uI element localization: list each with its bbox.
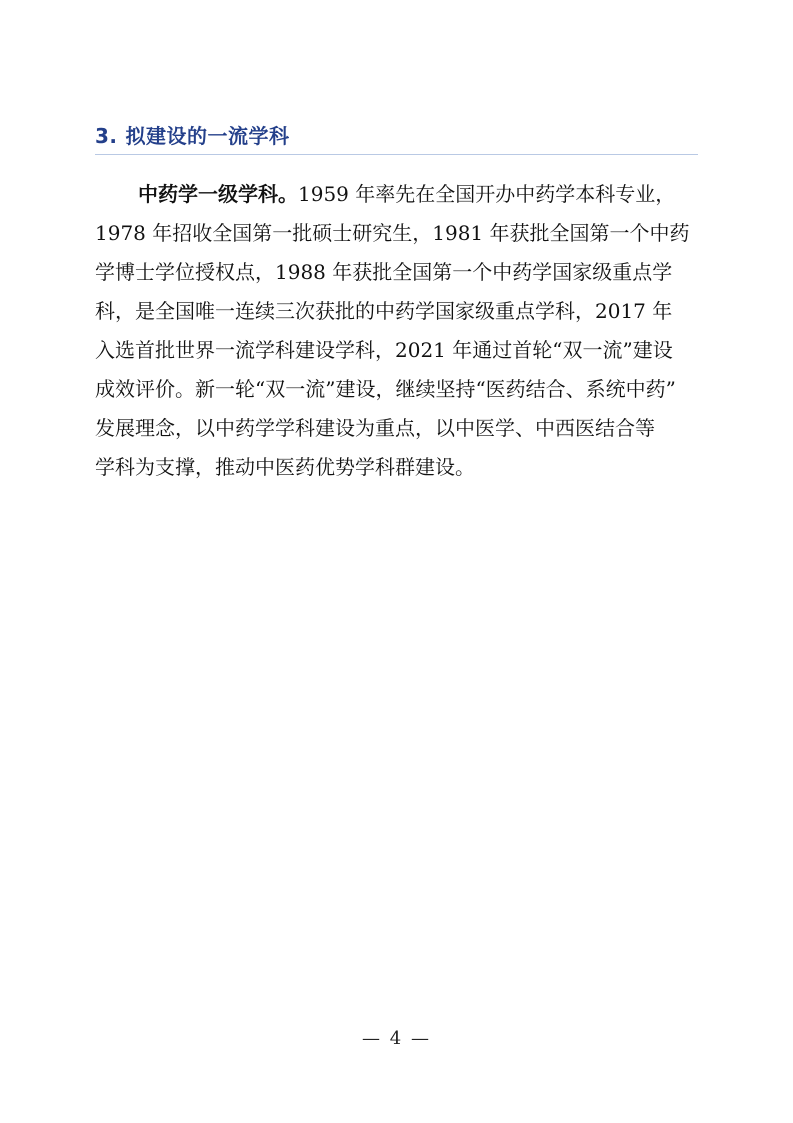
paragraph-line: 学博士学位授权点，1988 年获批全国第一个中药学国家级重点学 bbox=[95, 260, 673, 284]
paragraph-line: 发展理念，以中药学学科建设为重点，以中医学、中西医结合等 bbox=[95, 416, 655, 440]
paragraph-line bbox=[95, 175, 698, 214]
paragraph-line: 入选首批世界一流学科建设学科，2021 年通过首轮“双一流”建设 bbox=[95, 338, 673, 362]
paragraph-lead: 中药学一级学科。 bbox=[138, 182, 298, 206]
body-paragraph bbox=[95, 175, 698, 487]
paragraph-line: 学科为支撑，推动中医药优势学科群建设。 bbox=[95, 455, 475, 479]
page-number: — 4 — bbox=[362, 1028, 431, 1049]
section-title: 拟建设的一流学科 bbox=[125, 124, 290, 148]
paragraph-line: 1978 年招收全国第一批硕士研究生，1981 年获批全国第一个中药 bbox=[95, 221, 690, 245]
paragraph-line-text: 1959 年率先在全国开办中药学本科专业， bbox=[298, 182, 676, 206]
paragraph-line: 成效评价。新一轮“双一流”建设，继续坚持“医药结合、系统中药” bbox=[95, 377, 676, 401]
section-heading bbox=[95, 119, 698, 155]
section-number: 3. bbox=[95, 124, 118, 148]
paragraph-line: 科，是全国唯一连续三次获批的中药学国家级重点学科，2017 年 bbox=[95, 299, 673, 323]
